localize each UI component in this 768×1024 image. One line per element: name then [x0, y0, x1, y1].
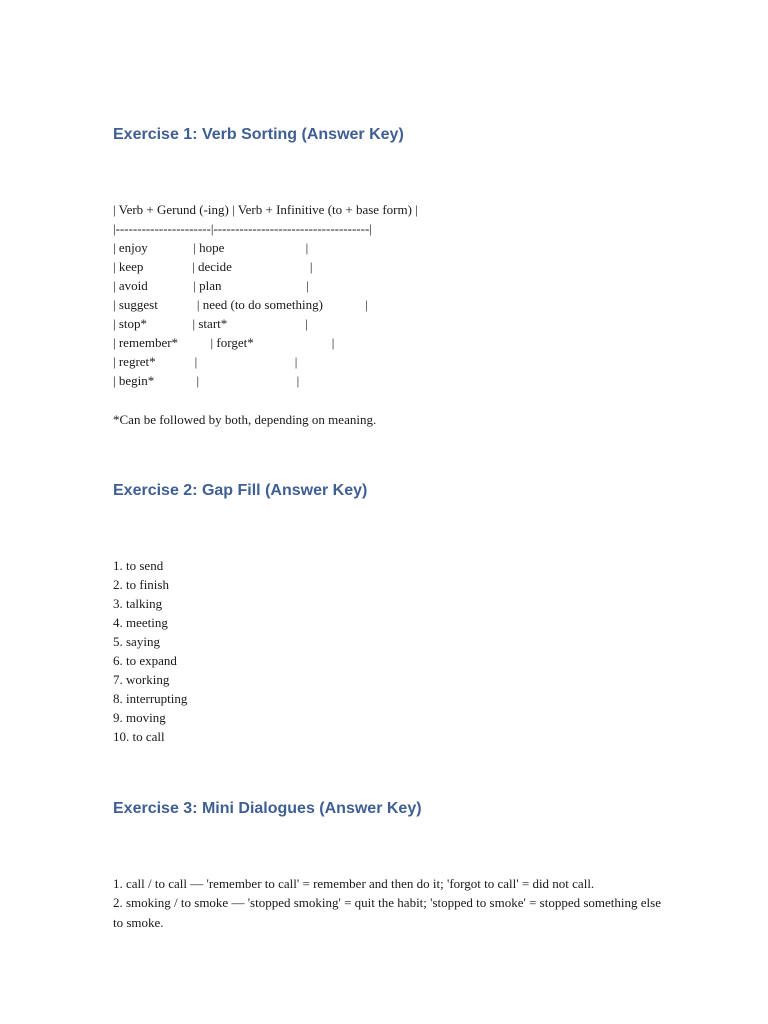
table-line: | Verb + Gerund (-ing) | Verb + Infinitive (to + base form) |: [113, 202, 418, 217]
table-line: | begin* | |: [113, 373, 300, 388]
table-line: | remember* | forget* |: [113, 335, 335, 350]
list-item: 4. meeting: [113, 615, 168, 630]
exercise1-heading: Exercise 1: Verb Sorting (Answer Key): [113, 126, 404, 143]
list-item: 10. to call: [113, 729, 165, 744]
table-line: | suggest | need (to do something) |: [113, 297, 368, 312]
list-item: 2. smoking / to smoke — 'stopped smoking' = quit the habit; 'stopped to smoke' = stopped something else to smoke.: [113, 895, 661, 930]
list-item: 1. to send: [113, 558, 164, 573]
table-line: |----------------------|------------------------------------|: [113, 221, 372, 236]
table-line: | avoid | plan |: [113, 278, 309, 293]
table-line: | regret* | |: [113, 354, 298, 369]
table-line: | stop* | start* |: [113, 316, 308, 331]
exercise2-heading: Exercise 2: Gap Fill (Answer Key): [113, 482, 368, 499]
list-item: 7. working: [113, 672, 170, 687]
list-item: 9. moving: [113, 710, 166, 725]
exercise3-heading: Exercise 3: Mini Dialogues (Answer Key): [113, 800, 422, 817]
list-item: 3. talking: [113, 596, 163, 611]
list-item: 1. call / to call — 'remember to call' = remember and then do it; 'forgot to call' = did not call.: [113, 876, 595, 891]
exercise1-footnote: *Can be followed by both, depending on meaning.: [113, 412, 377, 427]
list-item: 2. to finish: [113, 577, 169, 592]
list-item: 8. interrupting: [113, 691, 188, 706]
table-line: | enjoy | hope |: [113, 240, 309, 255]
list-item: 5. saying: [113, 634, 160, 649]
table-line: | keep | decide |: [113, 259, 313, 274]
list-item: 6. to expand: [113, 653, 177, 668]
